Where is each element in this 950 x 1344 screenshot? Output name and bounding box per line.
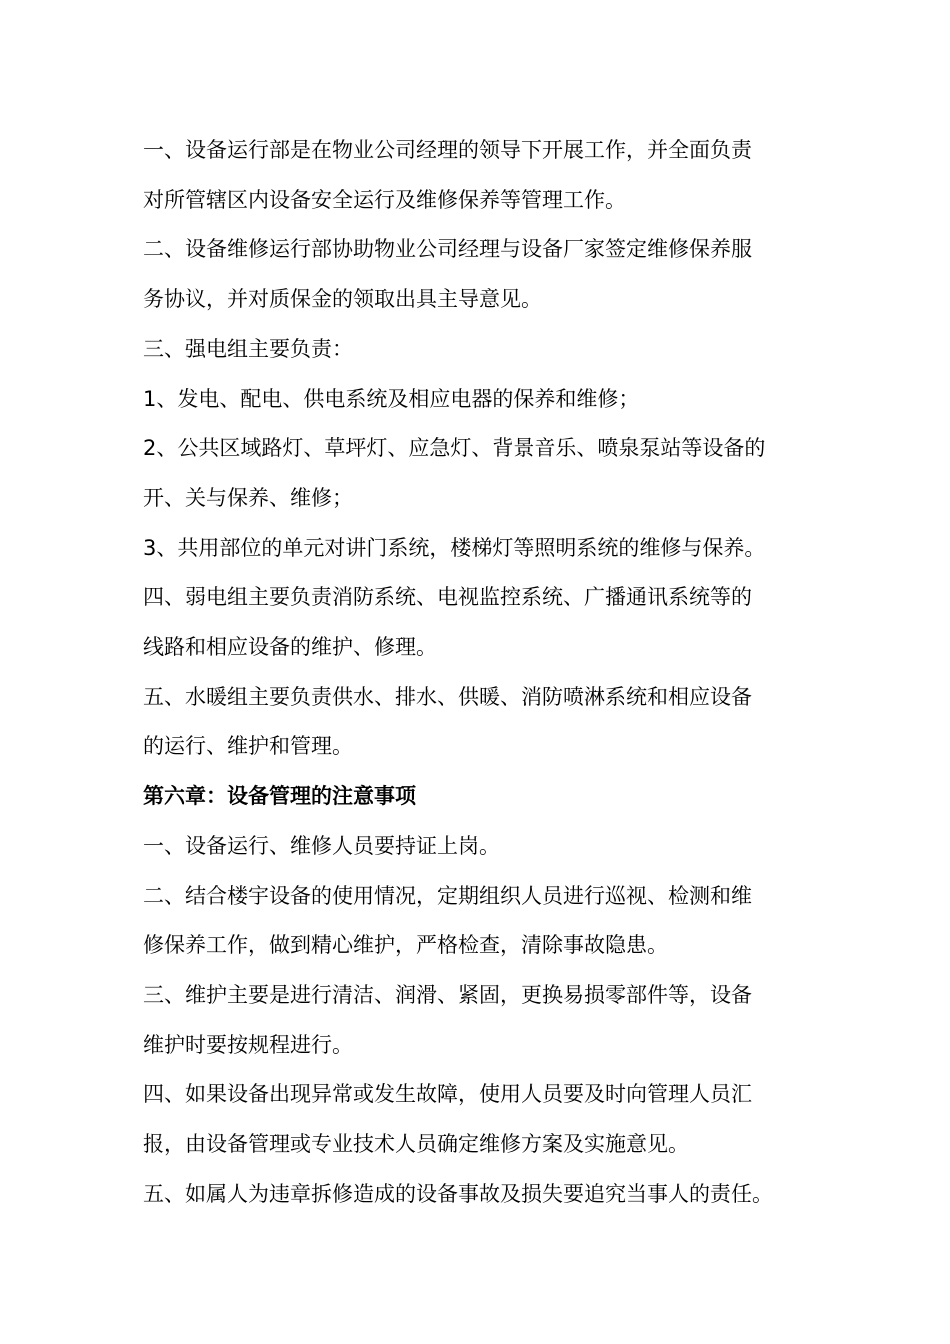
paragraph-line: 一、设备运行、维修人员要持证上岗。 (143, 833, 500, 858)
paragraph-line: 修保养工作，做到精心维护，严格检查，清除事故隐患。 (143, 933, 668, 958)
list-item: 开、关与保养、维修； (143, 485, 353, 510)
paragraph-line: 的运行、维护和管理。 (143, 734, 353, 759)
paragraph-line: 五、如属人为违章拆修造成的设备事故及损失要追究当事人的责任。 (143, 1181, 773, 1206)
paragraph-line: 三、强电组主要负责： (143, 336, 353, 361)
document-body (143, 126, 808, 1219)
paragraph-line: 五、水暖组主要负责供水、排水、供暖、消防喷淋系统和相应设备 (143, 684, 752, 709)
paragraph-line: 四、弱电组主要负责消防系统、电视监控系统、广播通讯系统等的 (143, 585, 752, 610)
paragraph-line: 维护时要按规程进行。 (143, 1032, 353, 1057)
list-item: 3、共用部位的单元对讲门系统，楼梯灯等照明系统的维修与保养。 (143, 535, 766, 560)
paragraph-line: 对所管辖区内设备安全运行及维修保养等管理工作。 (143, 187, 626, 212)
list-item: 2、公共区域路灯、草坪灯、应急灯、背景音乐、喷泉泵站等设备的 (143, 436, 766, 461)
paragraph-line: 四、如果设备出现异常或发生故障，使用人员要及时向管理人员汇 (143, 1082, 752, 1107)
paragraph-line: 报，由设备管理或专业技术人员确定维修方案及实施意见。 (143, 1132, 689, 1157)
paragraph-line: 二、结合楼宇设备的使用情况，定期组织人员进行巡视、检测和维 (143, 883, 752, 908)
paragraph-line: 三、维护主要是进行清洁、润滑、紧固，更换易损零部件等，设备 (143, 982, 752, 1007)
paragraph-line: 务协议，并对质保金的领取出具主导意见。 (143, 287, 542, 312)
list-item: 1、发电、配电、供电系统及相应电器的保养和维修； (143, 386, 640, 411)
chapter-heading: 第六章：设备管理的注意事项 (143, 784, 416, 809)
paragraph-line: 线路和相应设备的维护、修理。 (143, 635, 437, 660)
paragraph-line: 二、设备维修运行部协助物业公司经理与设备厂家签定维修保养服 (143, 237, 752, 262)
paragraph-line: 一、设备运行部是在物业公司经理的领导下开展工作，并全面负责 (143, 138, 752, 162)
